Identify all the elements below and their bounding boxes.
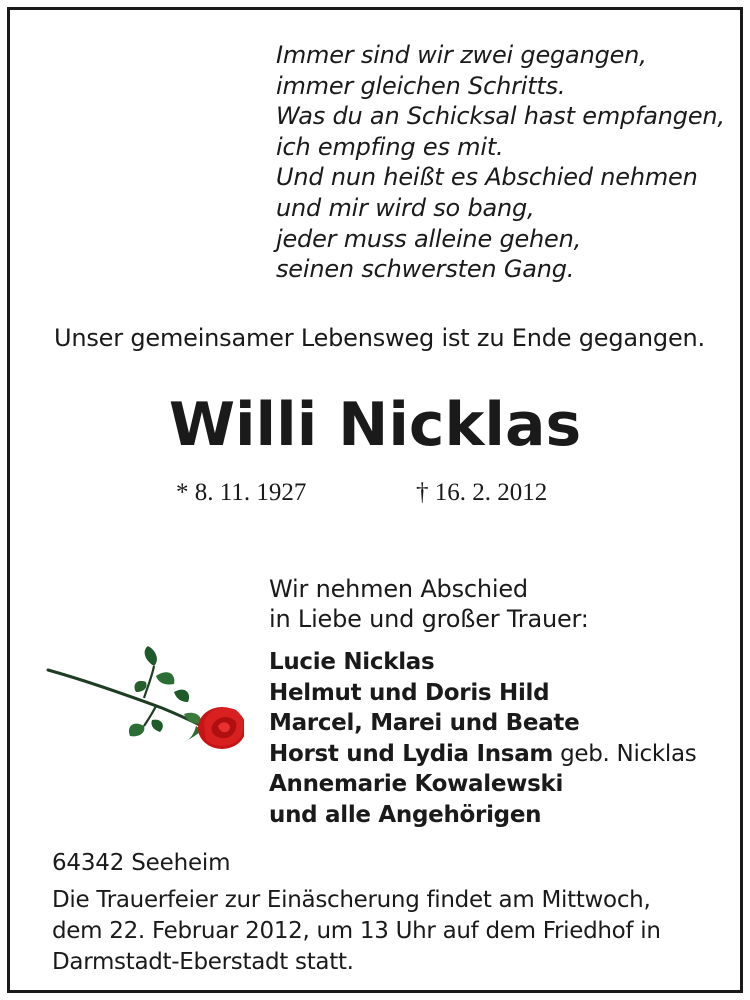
ceremony-line: Darmstadt-Eberstadt statt.: [52, 949, 354, 975]
ceremony-text: [52, 885, 722, 978]
farewell-text: [269, 574, 589, 634]
poem-line: immer gleichen Schritts.: [276, 71, 566, 100]
farewell-line: in Liebe und großer Trauer:: [269, 605, 589, 633]
poem-line: Immer sind wir zwei gegangen,: [276, 41, 647, 69]
poem: [276, 40, 725, 285]
poem-line: und mir wird so bang,: [276, 193, 535, 222]
poem-line: Was du an Schicksal hast empfangen,: [276, 102, 725, 131]
mourner-entry: [269, 739, 697, 770]
poem-line: ich empfing es mit.: [276, 132, 504, 161]
farewell-line: Wir nehmen Abschied: [269, 575, 528, 603]
mourner-entry: [269, 769, 697, 800]
poem-line: jeder muss alleine gehen,: [276, 224, 582, 253]
poem-line: Und nun heißt es Abschied nehmen: [276, 163, 698, 192]
death-date: † 16. 2. 2012: [416, 479, 548, 506]
mourner-name: und alle Angehörigen: [269, 801, 542, 828]
mourner-name: Helmut und Doris Hild: [269, 679, 550, 706]
mourner-name: Annemarie Kowalewski: [269, 771, 564, 798]
mourner-name: Marcel, Marei und Beate: [269, 710, 580, 737]
deceased-name: Willi Nicklas: [168, 390, 582, 460]
mourner-entry: [269, 647, 697, 678]
mourner-suffix: geb. Nicklas: [553, 740, 697, 767]
place-text: 64342 Seeheim: [52, 850, 231, 876]
mourner-name: Horst und Lydia Insam: [269, 740, 554, 767]
mourner-entry: [269, 678, 697, 709]
intro-text: Unser gemeinsamer Lebensweg ist zu Ende gegangen.: [54, 324, 705, 352]
mourner-entry: [269, 800, 697, 831]
obituary-notice: [7, 7, 743, 993]
ceremony-line: Die Trauerfeier zur Einäscherung findet am Mittwoch,: [52, 887, 651, 913]
birth-date: * 8. 11. 1927: [176, 479, 307, 506]
mourner-name: Lucie Nicklas: [269, 649, 435, 675]
mourner-entry: [269, 708, 697, 739]
rose-icon: [44, 646, 244, 756]
ceremony-line: dem 22. Februar 2012, um 13 Uhr auf dem Friedhof in: [52, 918, 661, 944]
poem-line: seinen schwersten Gang.: [276, 255, 575, 284]
mourners-list: [269, 647, 697, 831]
